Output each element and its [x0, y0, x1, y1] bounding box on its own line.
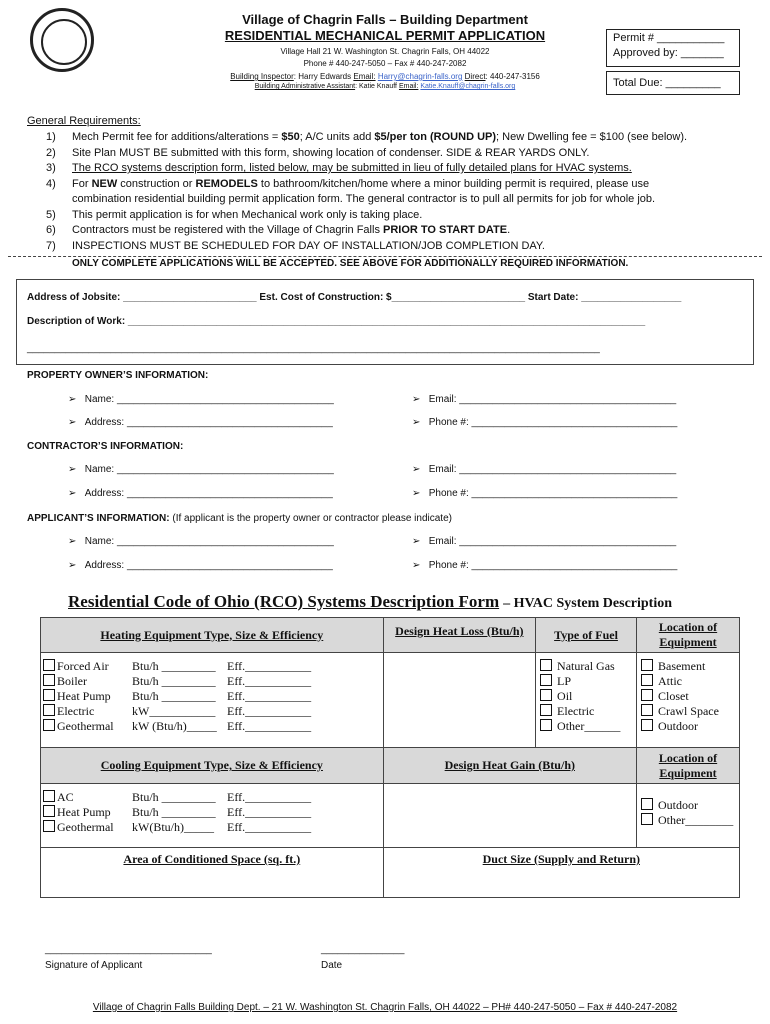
- heating-location-header: Location of Equipment: [636, 618, 739, 653]
- checkbox[interactable]: [641, 704, 653, 716]
- fuel-type-option[interactable]: Other______: [540, 719, 632, 734]
- village-address: Village Hall 21 W. Washington St. Chagrin Falls, OH 44022: [280, 47, 490, 56]
- checkbox[interactable]: [43, 820, 55, 832]
- arrow-icon: ➢: [68, 464, 77, 475]
- checkbox[interactable]: [43, 719, 55, 731]
- checkbox[interactable]: [641, 689, 653, 701]
- heating-location-option[interactable]: Closet: [641, 689, 735, 704]
- requirement-item: 4) For NEW construction or REMODELS to bathroom/kitchen/home where a minor building permit is required, please use: [46, 177, 650, 190]
- form-title: RESIDENTIAL MECHANICAL PERMIT APPLICATION: [224, 28, 546, 43]
- arrow-icon: ➢: [412, 417, 421, 428]
- fuel-type-header: Type of Fuel: [536, 618, 637, 653]
- cooling-equipment-option[interactable]: AC Btu/h _________ Eff.___________: [43, 790, 381, 805]
- heating-location-option[interactable]: Attic: [641, 674, 735, 689]
- checkbox[interactable]: [641, 674, 653, 686]
- heating-equipment-header: Heating Equipment Type, Size & Efficiency: [41, 618, 384, 653]
- requirement-item: 2) Site Plan MUST BE submitted with this form, showing location of condenser. SIDE & REAR YARDS ONLY.: [46, 146, 590, 159]
- inspector-line: Building Inspector: Harry Edwards Email: Harry@chagrin-falls.org Direct: 440-247-3156: [230, 72, 540, 81]
- heating-equipment-cell: [41, 653, 384, 748]
- checkbox[interactable]: [43, 790, 55, 802]
- checkbox[interactable]: [540, 689, 552, 701]
- signature-label: Signature of Applicant: [45, 960, 143, 971]
- checkbox[interactable]: [641, 813, 653, 825]
- complete-notice: ONLY COMPLETE APPLICATIONS WILL BE ACCEPTED. SEE ABOVE FOR ADDITIONALLY REQUIRED INFORMATION.: [72, 258, 629, 269]
- inspector-email-link[interactable]: Harry@chagrin-falls.org: [377, 72, 463, 81]
- heating-location-option[interactable]: Crawl Space: [641, 704, 735, 719]
- rco-form-title: Residential Code of Ohio (RCO) Systems Description Form – HVAC System Description: [68, 592, 673, 611]
- owner-email-field[interactable]: ➢ Email: _______________________________________: [412, 394, 677, 405]
- requirement-item: 3) The RCO systems description form, listed below, may be submitted in lieu of fully detailed plans for HVAC systems.: [46, 162, 632, 174]
- checkbox[interactable]: [43, 659, 55, 671]
- duct-size-cell[interactable]: Duct Size (Supply and Return): [383, 848, 739, 898]
- work-description-field[interactable]: Description of Work: _____________________________________________________________________________________________: [27, 316, 646, 327]
- requirement-item-continued: combination residential building permit application form. The general contractor is to pull all permits for job for whole job.: [72, 193, 656, 205]
- arrow-icon: ➢: [68, 536, 77, 547]
- fuel-type-cell: [536, 653, 637, 748]
- requirement-item: 5) This permit application is for when Mechanical work only is taking place.: [46, 208, 423, 221]
- owner-name-field[interactable]: ➢ Name: _______________________________________: [68, 394, 334, 405]
- heating-equipment-option[interactable]: Heat Pump Btu/h _________ Eff.___________: [43, 689, 381, 704]
- applicant-section-title: APPLICANT’S INFORMATION: (If applicant is the property owner or contractor please indicate): [27, 513, 452, 524]
- contractor-address-field[interactable]: ➢ Address: _____________________________________: [68, 488, 333, 499]
- cooling-equipment-option[interactable]: Heat Pump Btu/h _________ Eff.___________: [43, 805, 381, 820]
- checkbox[interactable]: [43, 704, 55, 716]
- arrow-icon: ➢: [68, 394, 77, 405]
- checkbox[interactable]: [641, 659, 653, 671]
- checkbox[interactable]: [540, 674, 552, 686]
- arrow-icon: ➢: [412, 394, 421, 405]
- heating-location-option[interactable]: Basement: [641, 659, 735, 674]
- checkbox[interactable]: [43, 805, 55, 817]
- requirement-item: 6) Contractors must be registered with the Village of Chagrin Falls PRIOR TO START DATE.: [46, 224, 511, 236]
- cooling-location-option[interactable]: Other________: [641, 813, 735, 828]
- hvac-system-table: [40, 617, 740, 898]
- page-footer: Village of Chagrin Falls Building Dept. – 21 W. Washington St. Chagrin Falls, OH 44022 – PH# 440-247-5050 – Fax # 440-247-2082: [92, 1002, 678, 1013]
- applicant-address-field[interactable]: ➢ Address: _____________________________________: [68, 560, 333, 571]
- construction-cost-field[interactable]: Est. Cost of Construction: $________________________: [259, 292, 526, 303]
- checkbox[interactable]: [641, 719, 653, 731]
- checkbox[interactable]: [43, 674, 55, 686]
- checkbox[interactable]: [540, 659, 552, 671]
- assistant-email-link[interactable]: Katie.Knauff@chagrin-falls.org: [420, 83, 516, 90]
- dashed-divider: [8, 256, 762, 257]
- requirements-title: General Requirements:: [27, 115, 141, 127]
- arrow-icon: ➢: [412, 488, 421, 499]
- applicant-name-field[interactable]: ➢ Name: _______________________________________: [68, 536, 334, 547]
- applicant-email-field[interactable]: ➢ Email: _______________________________________: [412, 536, 677, 547]
- arrow-icon: ➢: [412, 560, 421, 571]
- arrow-icon: ➢: [68, 488, 77, 499]
- office-use-box: [606, 29, 740, 95]
- cooling-equipment-cell: [41, 784, 384, 848]
- arrow-icon: ➢: [412, 536, 421, 547]
- contractor-name-field[interactable]: ➢ Name: _______________________________________: [68, 464, 334, 475]
- requirement-item: 1) Mech Permit fee for additions/alterations = $50; A/C units add $5/per ton (ROUND UP); New Dwelling fee = $100 (see below).: [46, 131, 688, 143]
- page-header: [200, 12, 570, 90]
- checkbox[interactable]: [540, 704, 552, 716]
- cooling-location-cell: [636, 784, 739, 848]
- heating-equipment-option[interactable]: Forced Air Btu/h _________ Eff.___________: [43, 659, 381, 674]
- cooling-location-option[interactable]: Outdoor: [641, 798, 735, 813]
- arrow-icon: ➢: [68, 560, 77, 571]
- header-title: Village of Chagrin Falls – Building Department: [242, 12, 528, 27]
- heat-gain-cell[interactable]: [383, 784, 636, 848]
- start-date-field[interactable]: Start Date: __________________: [527, 292, 682, 303]
- requirement-item: 7) INSPECTIONS MUST BE SCHEDULED FOR DAY OF INSTALLATION/JOB COMPLETION DAY.: [46, 239, 545, 252]
- work-description-line-2[interactable]: _______________________________________________________________________________________________________: [27, 343, 600, 354]
- contractor-phone-field[interactable]: ➢ Phone #: _____________________________________: [412, 488, 678, 499]
- heat-loss-cell[interactable]: [383, 653, 535, 748]
- owner-address-field[interactable]: ➢ Address: _____________________________________: [68, 417, 333, 428]
- village-seal: [30, 8, 94, 72]
- heating-location-cell: [636, 653, 739, 748]
- heating-location-option[interactable]: Outdoor: [641, 719, 735, 734]
- owner-phone-field[interactable]: ➢ Phone #: _____________________________________: [412, 417, 678, 428]
- jobsite-box: [16, 279, 754, 365]
- checkbox[interactable]: [641, 798, 653, 810]
- fuel-type-option[interactable]: Electric: [540, 704, 632, 719]
- heat-gain-header: Design Heat Gain (Btu/h): [383, 748, 636, 784]
- total-due-field[interactable]: Total Due: _________: [613, 77, 721, 89]
- jobsite-address-field[interactable]: Address of Jobsite: ________________________: [27, 292, 257, 303]
- date-line[interactable]: _______________: [321, 944, 405, 955]
- requirements-list: [46, 130, 746, 254]
- owner-section-title: PROPERTY OWNER’S INFORMATION:: [27, 370, 209, 381]
- permit-number-field[interactable]: Permit # ___________: [613, 32, 725, 44]
- fuel-type-option[interactable]: Natural Gas: [540, 659, 632, 674]
- checkbox[interactable]: [43, 689, 55, 701]
- cooling-equipment-option[interactable]: Geothermal kW(Btu/h)_____ Eff.___________: [43, 820, 381, 835]
- arrow-icon: ➢: [412, 464, 421, 475]
- contractor-email-field[interactable]: ➢ Email: _______________________________________: [412, 464, 677, 475]
- cooling-location-header: Location of Equipment: [636, 748, 739, 784]
- heating-equipment-option[interactable]: Electric kW___________ Eff.___________: [43, 704, 381, 719]
- contractor-section-title: CONTRACTOR’S INFORMATION:: [27, 441, 184, 452]
- heat-loss-header: Design Heat Loss (Btu/h): [383, 618, 535, 653]
- assistant-line: Building Administrative Assistant: Katie Knauff Email: Katie.Knauff@chagrin-falls.org: [254, 83, 516, 90]
- checkbox[interactable]: [540, 719, 552, 731]
- signature-line[interactable]: ______________________________: [45, 944, 212, 955]
- date-label: Date: [321, 960, 343, 971]
- village-phone: Phone # 440-247-5050 – Fax # 440-247-2082: [303, 59, 467, 68]
- approved-by-field[interactable]: Approved by: _______: [613, 47, 724, 59]
- applicant-phone-field[interactable]: ➢ Phone #: _____________________________________: [412, 560, 678, 571]
- arrow-icon: ➢: [68, 417, 77, 428]
- conditioned-area-cell[interactable]: Area of Conditioned Space (sq. ft.): [41, 848, 384, 898]
- cooling-equipment-header: Cooling Equipment Type, Size & Efficiency: [41, 748, 384, 784]
- heating-equipment-option[interactable]: Boiler Btu/h _________ Eff.___________: [43, 674, 381, 689]
- fuel-type-option[interactable]: Oil: [540, 689, 632, 704]
- heating-equipment-option[interactable]: Geothermal kW (Btu/h)_____ Eff.___________: [43, 719, 381, 734]
- fuel-type-option[interactable]: LP: [540, 674, 632, 689]
